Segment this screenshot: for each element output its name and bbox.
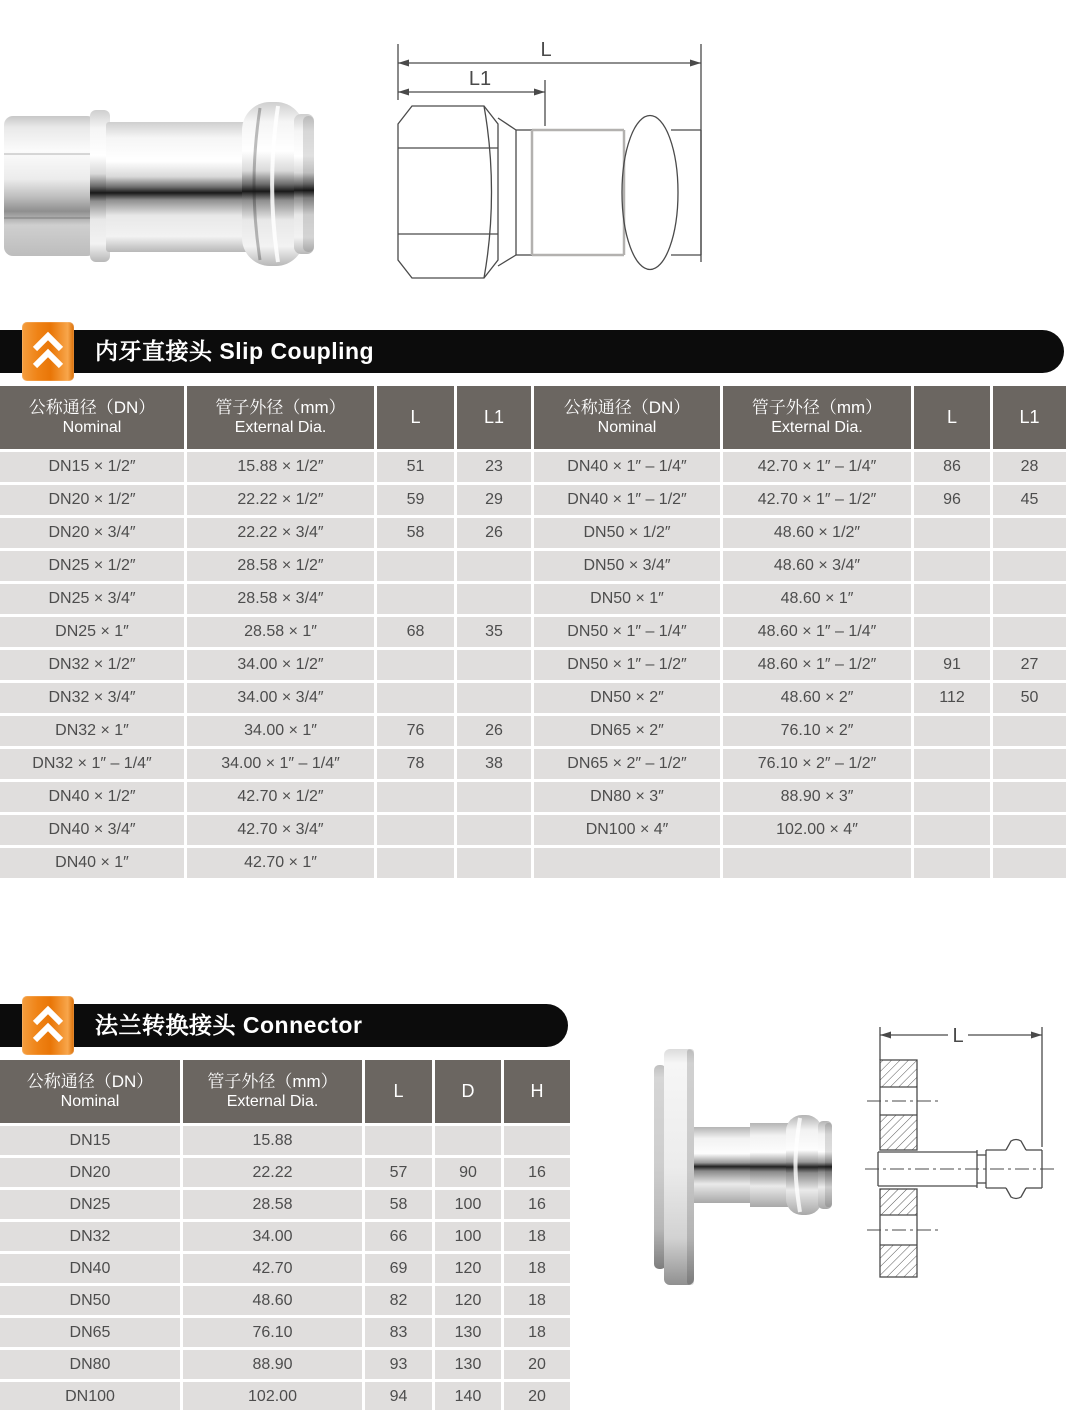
table-cell: 26	[457, 716, 531, 746]
table-cell: 76.10 × 2″	[723, 716, 911, 746]
table-cell: 26	[457, 518, 531, 548]
table-cell	[457, 683, 531, 713]
table-cell	[377, 848, 454, 878]
table-cell: 50	[993, 683, 1066, 713]
table-cell: 16	[504, 1190, 570, 1219]
table-cell: DN80	[0, 1350, 180, 1379]
table-cell: 112	[914, 683, 990, 713]
table-cell: 68	[377, 617, 454, 647]
table-cell: 22.22	[183, 1158, 362, 1187]
table-cell	[993, 551, 1066, 581]
table-cell: 22.22 × 1/2″	[187, 485, 374, 515]
table-cell: 20	[504, 1350, 570, 1379]
flange-disc	[654, 1049, 694, 1285]
column-header: 公称通径（DN） Nominal	[534, 386, 720, 449]
table-cell	[914, 782, 990, 812]
table-cell: 22.22 × 3/4″	[187, 518, 374, 548]
table-cell: 29	[457, 485, 531, 515]
table-cell: DN32 × 3/4″	[0, 683, 184, 713]
table-cell: 28	[993, 452, 1066, 482]
table-cell: 93	[365, 1350, 432, 1379]
table-cell: 18	[504, 1318, 570, 1347]
table-cell: 48.60 × 3/4″	[723, 551, 911, 581]
column-header: L	[377, 386, 454, 449]
table-cell: 42.70 × 1″ – 1/2″	[723, 485, 911, 515]
table-cell: 48.60 × 1″ – 1/4″	[723, 617, 911, 647]
table-cell: DN100 × 4″	[534, 815, 720, 845]
table-cell: DN65 × 2″	[534, 716, 720, 746]
table-cell: DN50 × 1″ – 1/4″	[534, 617, 720, 647]
table-cell: DN15 × 1/2″	[0, 452, 184, 482]
table-cell: 78	[377, 749, 454, 779]
table-cell: 18	[504, 1254, 570, 1283]
table-cell: 28.58 × 1″	[187, 617, 374, 647]
dimension-l	[398, 39, 701, 262]
slip-coupling-table	[0, 386, 1066, 878]
press-ring	[786, 1115, 832, 1215]
table-cell	[914, 518, 990, 548]
table-cell: 42.70	[183, 1254, 362, 1283]
hex-nut-outline	[398, 106, 498, 278]
tube-cross-section	[865, 1152, 1055, 1186]
table-cell	[993, 518, 1066, 548]
dimension-label-l: L	[952, 1025, 964, 1047]
slip-coupling-photo	[2, 98, 320, 268]
table-cell: DN20	[0, 1158, 180, 1187]
table-cell: DN50 × 1/2″	[534, 518, 720, 548]
table-cell: DN15	[0, 1126, 180, 1155]
column-header: L1	[993, 386, 1066, 449]
table-cell: DN25 × 1″	[0, 617, 184, 647]
table-cell: 120	[435, 1286, 501, 1315]
table-cell: 86	[914, 452, 990, 482]
table-cell: 42.70 × 1″	[187, 848, 374, 878]
table-cell: DN80 × 3″	[534, 782, 720, 812]
dimension-l1	[398, 68, 545, 126]
column-header: 管子外径（mm） External Dia.	[183, 1060, 362, 1123]
table-cell	[534, 848, 720, 878]
column-header: 公称通径（DN） Nominal	[0, 386, 184, 449]
double-chevron-up-icon	[22, 996, 74, 1055]
table-cell: 34.00 × 1″ – 1/4″	[187, 749, 374, 779]
table-cell: DN20 × 3/4″	[0, 518, 184, 548]
table-cell: DN32 × 1″	[0, 716, 184, 746]
table-cell	[504, 1126, 570, 1155]
table-cell: 48.60 × 1/2″	[723, 518, 911, 548]
table-cell: 120	[435, 1254, 501, 1283]
column-header: 管子外径（mm） External Dia.	[723, 386, 911, 449]
table-cell: 130	[435, 1350, 501, 1379]
table-cell: 28.58 × 3/4″	[187, 584, 374, 614]
column-header: L	[914, 386, 990, 449]
table-cell: 48.60	[183, 1286, 362, 1315]
table-cell	[993, 749, 1066, 779]
column-header: L1	[457, 386, 531, 449]
table-cell: 34.00 × 1/2″	[187, 650, 374, 680]
table-cell	[457, 551, 531, 581]
column-header: 公称通径（DN） Nominal	[0, 1060, 180, 1123]
table-cell	[914, 848, 990, 878]
table-cell: DN40 × 3/4″	[0, 815, 184, 845]
table-cell: 28.58	[183, 1190, 362, 1219]
hex-nut	[4, 116, 96, 256]
table-cell: 102.00	[183, 1382, 362, 1410]
table-cell: 57	[365, 1158, 432, 1187]
section-banner-slip-coupling	[0, 330, 1064, 373]
connector-photo	[640, 1045, 855, 1290]
table-cell: DN50 × 3/4″	[534, 551, 720, 581]
table-cell: 130	[435, 1318, 501, 1347]
table-cell: 34.00	[183, 1222, 362, 1251]
table-cell	[993, 716, 1066, 746]
table-cell	[993, 815, 1066, 845]
table-cell: 48.60 × 2″	[723, 683, 911, 713]
table-cell	[377, 551, 454, 581]
table-cell: 76.10	[183, 1318, 362, 1347]
table-cell: 23	[457, 452, 531, 482]
table-cell: 82	[365, 1286, 432, 1315]
table-cell	[377, 815, 454, 845]
body-outline	[498, 118, 624, 266]
table-cell: DN25 × 3/4″	[0, 584, 184, 614]
table-cell	[435, 1126, 501, 1155]
table-cell	[377, 584, 454, 614]
table-cell: 88.90	[183, 1350, 362, 1379]
table-cell: DN32 × 1/2″	[0, 650, 184, 680]
table-cell: 48.60 × 1″	[723, 584, 911, 614]
table-cell: 42.70 × 1″ – 1/4″	[723, 452, 911, 482]
table-cell: 76	[377, 716, 454, 746]
table-cell	[457, 848, 531, 878]
table-cell: DN25 × 1/2″	[0, 551, 184, 581]
table-cell: 59	[377, 485, 454, 515]
slip-coupling-drawing	[383, 30, 723, 282]
table-cell: DN50 × 1″	[534, 584, 720, 614]
table-cell: 18	[504, 1286, 570, 1315]
table-cell	[457, 815, 531, 845]
table-cell: 102.00 × 4″	[723, 815, 911, 845]
connector-table	[0, 1060, 570, 1410]
table-cell: 27	[993, 650, 1066, 680]
table-cell: DN50 × 1″ – 1/2″	[534, 650, 720, 680]
table-cell: 88.90 × 3″	[723, 782, 911, 812]
table-cell: DN40 × 1″ – 1/2″	[534, 485, 720, 515]
table-cell	[377, 650, 454, 680]
table-cell: DN100	[0, 1382, 180, 1410]
table-cell	[365, 1126, 432, 1155]
table-cell	[914, 716, 990, 746]
column-header: D	[435, 1060, 501, 1123]
table-cell: DN50	[0, 1286, 180, 1315]
table-cell: 58	[365, 1190, 432, 1219]
table-cell	[914, 617, 990, 647]
table-cell	[993, 617, 1066, 647]
press-ring	[242, 102, 314, 266]
table-cell: 15.88 × 1/2″	[187, 452, 374, 482]
table-cell: 100	[435, 1222, 501, 1251]
table-cell: 45	[993, 485, 1066, 515]
table-cell: DN32 × 1″ – 1/4″	[0, 749, 184, 779]
table-cell: 34.00 × 1″	[187, 716, 374, 746]
table-cell: DN40 × 1″	[0, 848, 184, 878]
section-banner-connector	[0, 1004, 568, 1047]
table-cell: 38	[457, 749, 531, 779]
dimension-label-l: L	[540, 39, 552, 61]
table-cell: DN40 × 1/2″	[0, 782, 184, 812]
table-cell: 90	[435, 1158, 501, 1187]
table-cell	[723, 848, 911, 878]
table-cell: DN40	[0, 1254, 180, 1283]
table-cell: 51	[377, 452, 454, 482]
column-header: H	[504, 1060, 570, 1123]
table-cell: 76.10 × 2″ – 1/2″	[723, 749, 911, 779]
table-cell: 16	[504, 1158, 570, 1187]
table-cell: DN50 × 2″	[534, 683, 720, 713]
table-cell: 15.88	[183, 1126, 362, 1155]
table-cell	[457, 650, 531, 680]
double-chevron-up-icon	[22, 322, 74, 381]
table-cell: DN25	[0, 1190, 180, 1219]
connector-tube	[694, 1123, 788, 1207]
column-header: 管子外径（mm） External Dia.	[187, 386, 374, 449]
table-cell: 140	[435, 1382, 501, 1410]
coupling-body	[90, 110, 250, 262]
table-cell	[914, 551, 990, 581]
table-cell: 42.70 × 1/2″	[187, 782, 374, 812]
table-cell	[993, 584, 1066, 614]
table-cell	[377, 782, 454, 812]
table-cell	[914, 584, 990, 614]
dimension-label-l1: L1	[468, 68, 492, 90]
table-cell	[993, 782, 1066, 812]
section-title-slip-coupling: 内牙直接头 Slip Coupling	[95, 338, 375, 364]
table-cell: DN40 × 1″ – 1/4″	[534, 452, 720, 482]
table-cell: 28.58 × 1/2″	[187, 551, 374, 581]
table-cell: 69	[365, 1254, 432, 1283]
table-cell: 94	[365, 1382, 432, 1410]
table-cell: 58	[377, 518, 454, 548]
column-header: L	[365, 1060, 432, 1123]
table-cell: 96	[914, 485, 990, 515]
table-cell	[457, 782, 531, 812]
table-cell	[377, 683, 454, 713]
table-cell	[457, 584, 531, 614]
table-cell: 66	[365, 1222, 432, 1251]
table-cell: DN65	[0, 1318, 180, 1347]
table-cell: DN65 × 2″ – 1/2″	[534, 749, 720, 779]
table-cell	[914, 749, 990, 779]
table-cell: DN32	[0, 1222, 180, 1251]
table-cell: 83	[365, 1318, 432, 1347]
table-cell: 100	[435, 1190, 501, 1219]
section-title-connector: 法兰转换接头 Connector	[95, 1012, 363, 1038]
table-cell: 18	[504, 1222, 570, 1251]
table-cell: 48.60 × 1″ – 1/2″	[723, 650, 911, 680]
table-cell	[914, 815, 990, 845]
press-ring-outline	[622, 116, 701, 270]
connector-drawing	[855, 1020, 1065, 1285]
table-cell: 42.70 × 3/4″	[187, 815, 374, 845]
table-cell: DN20 × 1/2″	[0, 485, 184, 515]
table-cell: 34.00 × 3/4″	[187, 683, 374, 713]
table-cell	[993, 848, 1066, 878]
table-cell: 35	[457, 617, 531, 647]
table-cell: 91	[914, 650, 990, 680]
table-cell: 20	[504, 1382, 570, 1410]
